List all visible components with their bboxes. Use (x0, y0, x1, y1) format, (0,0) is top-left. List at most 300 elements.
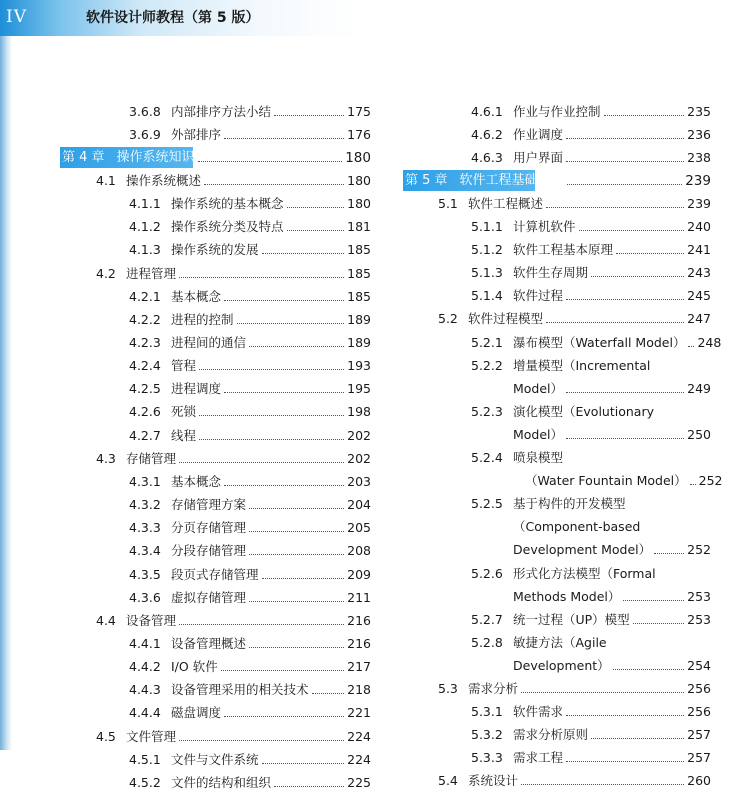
toc-entry-row (438, 679, 711, 699)
page-number: 189 (347, 335, 371, 350)
dot-leader (312, 692, 345, 694)
toc-entry[interactable] (129, 356, 371, 376)
section-number: 5.1.1 (471, 219, 503, 234)
toc-entry[interactable] (129, 773, 371, 793)
section-title: 统一过程（UP）模型 (513, 611, 630, 627)
toc-entry-row (513, 517, 711, 537)
page-number-roman: IV (6, 7, 27, 27)
page-number: 239 (687, 195, 711, 211)
toc-entry[interactable] (129, 680, 371, 700)
section-title: 死锁 (171, 404, 197, 420)
dot-leader (224, 715, 344, 717)
toc-entry-row (471, 494, 711, 514)
section-title: 瀑布模型（Waterfall Model） (513, 334, 686, 350)
toc-entry[interactable] (129, 402, 371, 422)
section-title: 文件的结构和组织 (171, 774, 272, 790)
section-number: 5.2.4 (471, 450, 503, 465)
toc-entry-row (513, 425, 711, 445)
section-number: 4.4 (96, 612, 116, 628)
section-title: 进程的控制 (171, 311, 234, 327)
dot-leader (546, 206, 684, 208)
section-title: 设备管理采用的相关技术 (171, 682, 309, 698)
section-title: Model） (513, 426, 564, 442)
toc-entry-row (513, 379, 711, 399)
page-number: 180 (347, 196, 371, 212)
section-number: 5.1 (438, 195, 458, 211)
toc-entry[interactable] (471, 494, 711, 514)
section-title: 软件工程概述 (468, 195, 544, 211)
section-title: Development） (513, 657, 610, 673)
toc-entry-row (471, 148, 711, 168)
toc-entry-row (471, 356, 711, 376)
section-number: 5.1.2 (471, 242, 503, 258)
toc-entry-row (129, 773, 371, 793)
toc-entry[interactable] (513, 587, 711, 607)
toc-entry[interactable] (513, 379, 711, 399)
section-number: 第 4 章 (62, 149, 105, 165)
toc-entry[interactable] (471, 633, 711, 653)
toc-entry-row (525, 471, 723, 491)
section-number: 4.5 (96, 728, 116, 744)
section-number: 4.2 (96, 265, 116, 281)
section-title: 磁盘调度 (171, 705, 222, 721)
toc-entry-row (129, 472, 371, 492)
section-number: 5.4 (438, 773, 458, 789)
section-number: 4.3.3 (129, 520, 161, 536)
book-title: 软件设计师教程（第 5 版） (86, 10, 260, 26)
dot-leader (179, 623, 344, 625)
toc-entry[interactable] (129, 194, 371, 214)
section-title: 增量模型（Incremental (513, 357, 651, 373)
toc-entry-row (96, 264, 371, 284)
section-title: 外部排序 (171, 126, 222, 142)
toc-entry[interactable] (129, 541, 371, 561)
section-number: 4.4.3 (129, 682, 161, 698)
dot-leader (262, 762, 345, 764)
section-title: 敏捷方法（Agile (513, 634, 607, 650)
page-number: 257 (687, 750, 711, 766)
toc-entry-row (129, 495, 371, 515)
dot-leader (199, 414, 344, 416)
toc-entry-row (129, 310, 371, 330)
toc-entry-row (96, 449, 371, 469)
page-number: 205 (347, 520, 371, 536)
dot-leader (179, 276, 344, 278)
page-number: 236 (687, 126, 711, 142)
page-number: 198 (347, 404, 371, 420)
toc-entry-row (129, 240, 371, 260)
toc-entry[interactable] (438, 309, 711, 329)
section-number: 5.3.3 (471, 750, 503, 766)
dot-leader (274, 114, 344, 116)
section-title: 形式化方法模型（Formal (513, 565, 656, 581)
page-number: 216 (347, 635, 371, 651)
toc-entry[interactable] (471, 333, 722, 353)
toc-entry[interactable] (129, 750, 371, 770)
dot-leader (521, 691, 684, 693)
toc-entry[interactable] (438, 679, 711, 699)
page-number: 248 (697, 334, 722, 350)
section-number: 4.4.4 (129, 705, 161, 721)
dot-leader (688, 345, 694, 347)
section-number: 4.5.1 (129, 751, 161, 767)
toc-entry[interactable] (129, 703, 371, 723)
dot-leader (249, 646, 344, 648)
page-number: 185 (347, 242, 371, 258)
section-number: 4.1.1 (129, 196, 161, 212)
section-title: 软件生存周期 (513, 265, 589, 281)
dot-leader (262, 252, 345, 254)
toc-entry-row (129, 565, 371, 585)
toc-entry-row (129, 541, 371, 561)
toc-entry-row (129, 217, 371, 237)
page-number: 243 (687, 265, 711, 281)
toc-entry[interactable] (471, 263, 711, 283)
dot-leader (249, 553, 344, 555)
page-number: 211 (347, 589, 371, 605)
toc-entry[interactable] (471, 217, 711, 237)
toc-entry[interactable] (438, 771, 711, 791)
page-number: 189 (347, 311, 371, 327)
toc-entry[interactable] (129, 657, 371, 677)
toc-entry-row (438, 309, 711, 329)
toc-entry-row (513, 540, 711, 560)
page-number: 204 (347, 497, 371, 513)
dot-leader (179, 461, 344, 463)
toc-entry-row (471, 240, 711, 260)
toc-entry[interactable] (129, 518, 371, 538)
toc-entry-row (471, 702, 711, 722)
toc-entry[interactable] (471, 148, 711, 168)
toc-entry-row (471, 633, 711, 653)
toc-entry[interactable] (96, 264, 371, 284)
page-number: 216 (347, 612, 371, 628)
toc-entry[interactable] (129, 287, 371, 307)
section-number: 3.6.9 (129, 126, 161, 142)
toc-entry[interactable] (438, 194, 711, 214)
dot-leader (604, 114, 685, 116)
section-number: 5.2.8 (471, 634, 503, 650)
section-title: Methods Model） (513, 588, 621, 604)
page-number: 193 (347, 358, 371, 374)
page-number: 241 (687, 242, 711, 258)
toc-entry-row (129, 750, 371, 770)
page-number: 253 (687, 611, 711, 627)
toc-entry-row (513, 656, 711, 676)
section-title: 操作系统知识 (116, 149, 195, 165)
dot-leader (199, 368, 344, 370)
section-number: 4.1 (96, 172, 116, 188)
toc-entry-row (471, 564, 711, 584)
toc-entry[interactable] (129, 495, 371, 515)
page-number: 257 (687, 727, 711, 743)
page-number: 209 (347, 566, 371, 582)
section-title: （Water Fountain Model） (525, 473, 687, 489)
section-title: 基于构件的开发模型 (513, 496, 626, 512)
section-title: 设备管理 (126, 612, 177, 628)
section-number: 4.6.2 (471, 126, 503, 142)
toc-entry[interactable] (513, 540, 711, 560)
toc-entry-row (129, 333, 371, 353)
toc-entry[interactable] (405, 171, 711, 191)
section-number: 4.3.5 (129, 566, 161, 582)
dot-leader (521, 783, 684, 785)
toc-entry[interactable] (129, 240, 371, 260)
toc-entry[interactable] (129, 102, 371, 122)
section-title: 计算机软件 (513, 219, 576, 234)
toc-entry-row (129, 125, 371, 145)
section-number: 5.2.5 (471, 496, 503, 512)
section-number: 5.2.1 (471, 334, 503, 350)
toc-entry[interactable] (129, 125, 371, 145)
toc-entry[interactable] (513, 656, 711, 676)
dot-leader (613, 668, 684, 670)
toc-entry-row (129, 588, 371, 608)
toc-entry[interactable] (471, 702, 711, 722)
toc-entry[interactable] (129, 333, 371, 353)
toc-entry[interactable] (96, 727, 371, 747)
toc-entry-row (129, 379, 371, 399)
toc-entry[interactable] (471, 564, 711, 584)
section-title: 存储管理 (126, 450, 177, 466)
page-number: 195 (347, 381, 371, 397)
section-title: 虚拟存储管理 (171, 589, 247, 605)
section-title: 线程 (171, 427, 197, 443)
page-number: 202 (347, 427, 371, 443)
section-number: 5.2.6 (471, 565, 503, 581)
section-number: 4.3.1 (129, 473, 161, 489)
section-number: 4.6.1 (471, 103, 503, 119)
dot-leader (546, 321, 684, 323)
dot-leader (237, 322, 345, 324)
toc-entry[interactable] (129, 379, 371, 399)
section-title: 管程 (171, 358, 197, 374)
page-number: 176 (347, 126, 371, 142)
section-number: 5.2.2 (471, 357, 503, 373)
toc-entry-row (471, 286, 711, 306)
page-number: 217 (347, 659, 371, 675)
section-title: 软件过程模型 (468, 311, 544, 327)
section-number: 5.2.3 (471, 403, 503, 419)
page-number: 180 (347, 172, 371, 188)
section-title: 分页存储管理 (171, 520, 247, 536)
section-title: 作业与作业控制 (513, 103, 601, 119)
toc-entry[interactable] (96, 171, 371, 191)
page-gutter (0, 36, 12, 750)
section-number: 4.3.6 (129, 589, 161, 605)
toc-entry-row (129, 518, 371, 538)
toc-entry[interactable] (471, 286, 711, 306)
dot-leader (224, 484, 344, 486)
section-title: 需求分析 (468, 681, 519, 696)
toc-entry[interactable] (129, 472, 371, 492)
section-title: 基本概念 (171, 473, 222, 489)
toc-entry-row (471, 610, 711, 630)
page-number: 175 (347, 103, 371, 119)
section-title: （Component-based (513, 519, 641, 535)
dot-leader (566, 760, 684, 762)
page-number: 235 (687, 103, 711, 119)
section-title: 系统设计 (468, 773, 519, 789)
toc-entry[interactable] (129, 588, 371, 608)
toc-entry-row (96, 171, 371, 191)
toc-entry[interactable] (471, 448, 711, 468)
page-number: 250 (687, 426, 711, 442)
dot-leader (579, 229, 685, 231)
section-title: 软件工程基本原理 (513, 242, 614, 258)
page-number: 254 (687, 657, 711, 673)
toc-entry-row (471, 125, 711, 145)
dot-leader (224, 299, 344, 301)
section-number: 4.2.1 (129, 288, 161, 304)
page-number: 208 (347, 543, 371, 559)
dot-leader (179, 739, 344, 741)
dot-leader (224, 137, 344, 139)
page-number: 238 (687, 149, 711, 165)
section-title: 软件过程 (513, 288, 564, 304)
toc-entry[interactable] (129, 565, 371, 585)
page-number: 225 (347, 774, 371, 790)
section-title: 作业调度 (513, 126, 564, 142)
section-title: 喷泉模型 (513, 450, 564, 465)
toc-entry[interactable] (129, 426, 371, 446)
toc-entry[interactable] (129, 634, 371, 654)
toc-entry-row (129, 657, 371, 677)
toc-entry[interactable] (471, 102, 711, 122)
section-number: 3.6.8 (129, 103, 161, 119)
dot-leader (566, 391, 684, 393)
toc-entry-row (129, 102, 371, 122)
page-number: 224 (347, 728, 371, 744)
page-number: 256 (687, 681, 711, 696)
toc-entry[interactable] (471, 356, 711, 376)
section-number: 5.1.4 (471, 288, 503, 304)
toc-entry[interactable] (129, 310, 371, 330)
section-number: 5.3.2 (471, 727, 503, 743)
section-title: 基本概念 (171, 288, 222, 304)
toc-entry[interactable] (471, 402, 711, 422)
section-title: 进程管理 (126, 265, 177, 281)
dot-leader (567, 183, 683, 185)
toc-entry-row (513, 587, 711, 607)
dot-leader (566, 160, 684, 162)
dot-leader (199, 438, 344, 440)
section-title: 用户界面 (513, 149, 564, 165)
dot-leader (654, 552, 684, 554)
section-number: 5.1.3 (471, 265, 503, 281)
section-title: 需求工程 (513, 750, 564, 766)
page-number: 253 (687, 588, 711, 604)
section-number: 4.2.4 (129, 358, 161, 374)
dot-leader (633, 622, 684, 624)
toc-entry-row (405, 171, 711, 191)
toc-entry-row (62, 148, 371, 168)
section-number: 4.2.2 (129, 311, 161, 327)
toc-entry[interactable] (96, 449, 371, 469)
section-number: 5.3 (438, 681, 458, 696)
toc-entry[interactable] (96, 611, 371, 631)
dot-leader (287, 206, 345, 208)
page-number: 245 (687, 288, 711, 304)
dot-leader (566, 298, 684, 300)
toc-entry[interactable] (471, 125, 711, 145)
toc-entry-row (129, 680, 371, 700)
toc-entry-row (96, 611, 371, 631)
toc-entry[interactable] (129, 217, 371, 237)
page-number: 203 (347, 473, 371, 489)
toc-entry[interactable] (471, 748, 711, 768)
toc-entry[interactable] (471, 610, 711, 630)
dot-leader (221, 669, 344, 671)
toc-entry-row (129, 402, 371, 422)
section-number: 4.2.5 (129, 381, 161, 397)
section-number: 5.2.7 (471, 611, 503, 627)
toc-entry-row (438, 194, 711, 214)
section-number: 4.1.3 (129, 242, 161, 258)
section-title: 操作系统分类及特点 (171, 219, 284, 235)
section-title: 存储管理方案 (171, 497, 247, 513)
section-title: 操作系统的基本概念 (171, 196, 284, 212)
section-title: 进程间的通信 (171, 335, 247, 350)
toc-entry-row (471, 748, 711, 768)
section-number: 4.3.4 (129, 543, 161, 559)
dot-leader (249, 600, 344, 602)
section-title: 内部排序方法小结 (171, 103, 272, 119)
dot-leader (591, 737, 684, 739)
dot-leader (566, 714, 684, 716)
page-number: 218 (347, 682, 371, 698)
section-number: 4.1.2 (129, 219, 161, 235)
toc-entry[interactable] (471, 725, 711, 745)
toc-entry[interactable] (62, 148, 371, 168)
page-number: 239 (685, 172, 711, 189)
section-number: 第 5 章 (405, 172, 448, 188)
section-title: 软件工程基础知识 (459, 172, 564, 188)
dot-leader (249, 345, 344, 347)
section-number: 4.2.6 (129, 404, 161, 420)
toc-entry[interactable] (471, 240, 711, 260)
toc-entry[interactable] (513, 425, 711, 445)
section-number: 4.3.2 (129, 497, 161, 513)
section-number: 4.6.3 (471, 149, 503, 165)
toc-entry-row (129, 426, 371, 446)
section-number: 4.4.1 (129, 635, 161, 651)
toc-entry[interactable] (525, 471, 723, 491)
toc-entry-row (471, 333, 722, 353)
toc-entry[interactable] (513, 517, 711, 537)
section-number: 4.4.2 (129, 659, 161, 675)
toc-entry-row (96, 727, 371, 747)
page-number: 252 (687, 542, 711, 558)
page-number: 249 (687, 380, 711, 396)
section-title: 演化模型（Evolutionary (513, 403, 654, 419)
page-number: 256 (687, 704, 711, 720)
toc-entry-row (471, 102, 711, 122)
section-title: 段页式存储管理 (171, 566, 259, 582)
toc-entry-row (129, 356, 371, 376)
dot-leader (204, 183, 344, 185)
dot-leader (287, 229, 345, 231)
section-title: 进程调度 (171, 381, 222, 397)
toc-entry-row (129, 634, 371, 654)
dot-leader (249, 507, 344, 509)
dot-leader (566, 437, 684, 439)
section-number: 4.5.2 (129, 774, 161, 790)
page-number: 185 (347, 265, 371, 281)
section-title: 分段存储管理 (171, 543, 247, 559)
section-number: 4.2.7 (129, 427, 161, 443)
section-title: 文件管理 (126, 728, 177, 744)
